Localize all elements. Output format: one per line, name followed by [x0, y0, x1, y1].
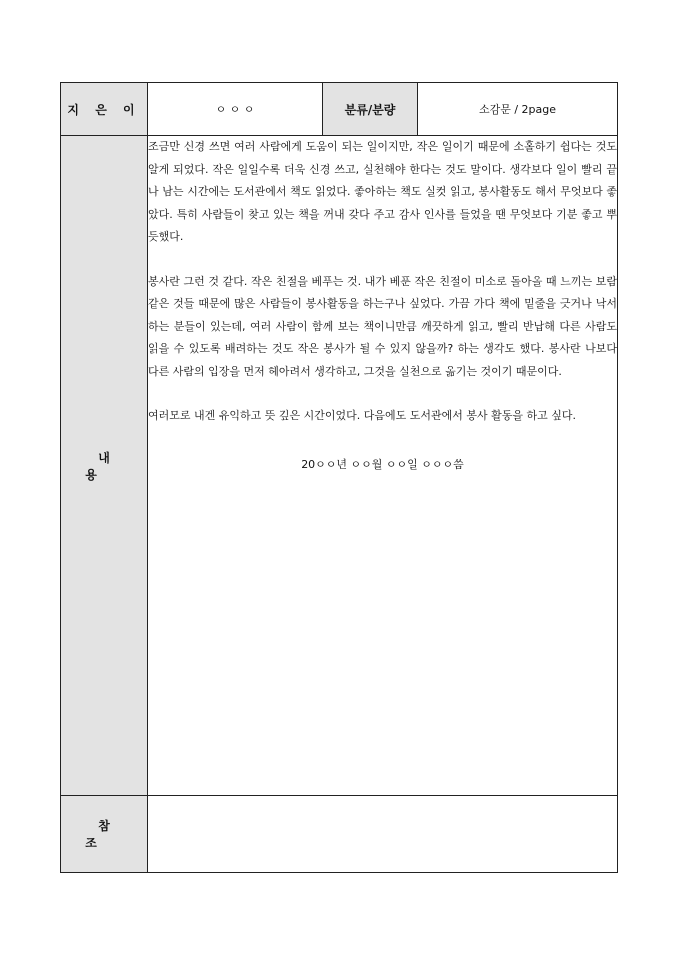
- reference-label-cell: [61, 796, 148, 873]
- reference-value: [148, 796, 618, 873]
- category-value: 소감문 / 2page: [418, 83, 618, 136]
- report-form-table: [60, 82, 618, 873]
- content-row: [61, 136, 618, 796]
- header-row: [61, 83, 618, 136]
- reference-row: [61, 796, 618, 873]
- reference-label: 참 조: [85, 819, 136, 850]
- content-paragraph-3: 여러모로 내겐 유익하고 뜻 깊은 시간이었다. 다음에도 도서관에서 봉사 활동을 하고 싶다.: [148, 409, 576, 422]
- category-label: 분류/분량: [323, 83, 418, 136]
- signature-line: 20ㅇㅇ년 ㅇㅇ월 ㅇㅇ일 ㅇㅇㅇ씀: [301, 457, 464, 471]
- content-label-cell: [61, 136, 148, 796]
- content-paragraph-1: 조금만 신경 쓰면 여러 사람에게 도움이 되는 일이지만, 작은 일이기 때문에 소홀하기 쉽다는 것도 알게 되었다. 작은 일일수록 더욱 신경 쓰고, 실천해야 한다는 것도 말이다. 생각보다 일이 빨리 끝나 남는 시간에는 도서관에서 책도 읽었다. 좋아하는 책도 실컷 읽고, 봉사활동도 해서 무엇보다 좋았다. 특히 사람들이 찾고 있는 책을 꺼내 갖다 주고 감사 인사를 들었을 땐 무엇보다 기분 좋고 뿌듯했다.: [148, 140, 617, 243]
- content-label: 내 용: [85, 450, 136, 482]
- author-label: 지 은 이: [61, 83, 148, 136]
- author-value: ㅇ ㅇ ㅇ: [148, 83, 323, 136]
- content-body: [148, 136, 618, 796]
- content-paragraph-2: 봉사란 그런 것 같다. 작은 친절을 베푸는 것. 내가 베푼 작은 친절이 미소로 돌아올 때 느끼는 보람 같은 것들 때문에 많은 사람들이 봉사활동을 하는구나 싶었다. 가끔 가다 책에 밑줄을 긋거나 낙서하는 분들이 있는데, 여러 사람이 함께 보는 책이니만큼 깨끗하게 읽고, 빨리 반납해 다른 사람도 읽을 수 있도록 배려하는 것도 작은 봉사가 될 수 있지 않을까? 하는 생각도 했다. 봉사란 나보다 다른 사람의 입장을 먼저 헤아려서 생각하고, 그것을 실천으로 옮기는 것이기 때문이다.: [148, 274, 617, 378]
